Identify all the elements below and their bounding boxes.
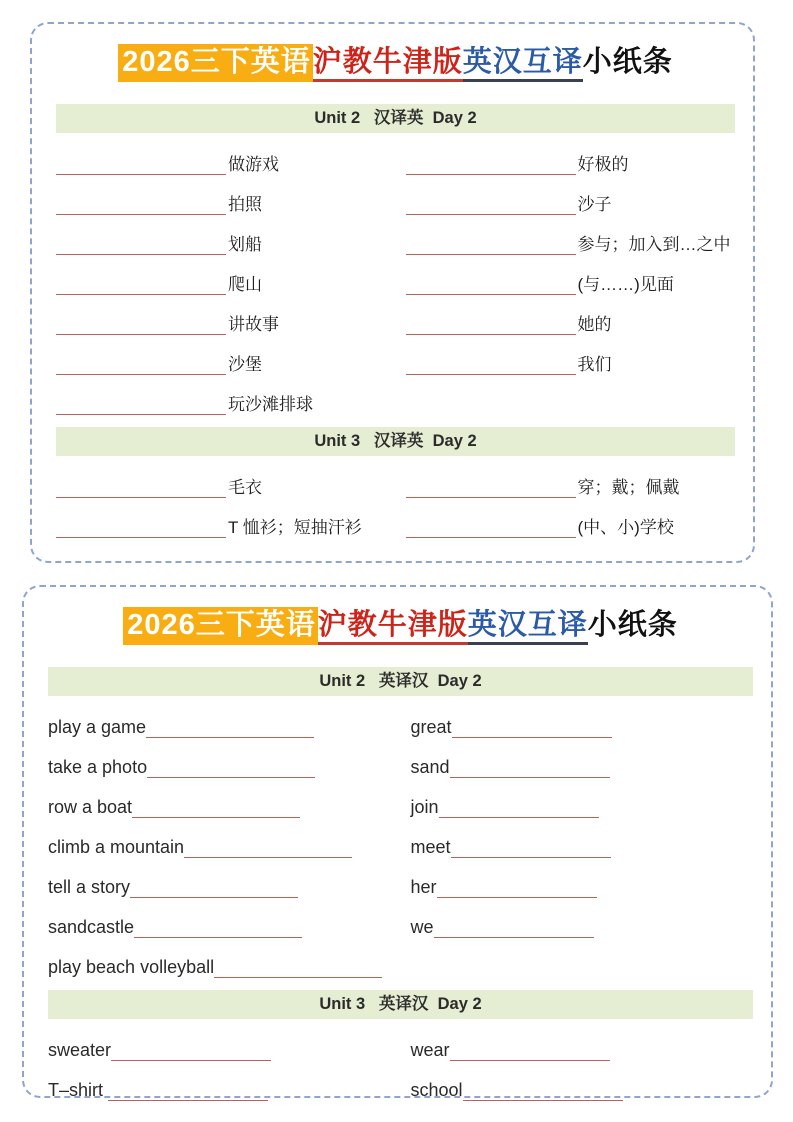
term-label: great	[410, 717, 452, 737]
word-row	[48, 698, 401, 738]
answer-blank	[450, 757, 610, 778]
section-header-unit3-zh: Unit 3 汉译英 Day 2	[56, 427, 735, 456]
term-label: wear	[410, 1040, 450, 1060]
term-label: take a photo	[48, 757, 148, 777]
term-label: play beach volleyball	[48, 957, 215, 977]
word-row	[56, 215, 396, 255]
word-row	[48, 1061, 401, 1101]
answer-blank	[56, 394, 226, 415]
term-label: climb a mountain	[48, 837, 185, 857]
answer-blank	[56, 517, 226, 538]
word-column-left	[56, 135, 396, 415]
term-label: row a boat	[48, 797, 133, 817]
word-column-right	[401, 1021, 754, 1101]
term-label: 沙子	[577, 195, 612, 214]
term-label: sweater	[48, 1040, 112, 1060]
answer-blank	[406, 194, 576, 215]
answer-blank	[56, 274, 226, 295]
word-row	[406, 335, 736, 375]
word-row	[56, 255, 396, 295]
word-column-right	[396, 135, 736, 415]
term-label: 讲故事	[228, 315, 279, 334]
section-header-unit2-en: Unit 2 英译汉 Day 2	[48, 667, 753, 696]
answer-blank	[56, 194, 226, 215]
term-label: 穿；戴；佩戴	[577, 478, 680, 497]
word-row	[56, 335, 396, 375]
word-row	[411, 818, 754, 858]
answer-blank	[134, 917, 302, 938]
worksheet-card-en-to-zh	[22, 585, 773, 1098]
answer-blank	[452, 717, 612, 738]
worksheet-card-zh-to-en	[30, 22, 755, 563]
term-label: (与……)见面	[577, 275, 674, 294]
answer-blank	[406, 517, 576, 538]
title-press: 沪教牛津版	[318, 609, 468, 645]
answer-blank	[406, 154, 576, 175]
answer-blank	[463, 1080, 623, 1101]
word-row	[411, 898, 754, 938]
word-row	[48, 898, 401, 938]
word-row	[411, 1061, 754, 1101]
term-label: sand	[410, 757, 450, 777]
word-row	[48, 818, 401, 858]
title-translate: 英汉互译	[463, 46, 583, 82]
word-row	[411, 1021, 754, 1061]
term-label: 爬山	[228, 275, 262, 294]
word-row	[56, 375, 396, 415]
worksheet-title	[56, 40, 735, 84]
word-grid	[48, 698, 753, 978]
term-label: 参与；加入到…之中	[577, 235, 731, 254]
term-label: her	[410, 877, 437, 897]
section-header-unit2-zh: Unit 2 汉译英 Day 2	[56, 104, 735, 133]
term-label: 划船	[228, 235, 262, 254]
term-label: 做游戏	[228, 155, 279, 174]
worksheet-title	[48, 603, 753, 647]
answer-blank	[437, 877, 597, 898]
term-label: meet	[410, 837, 451, 857]
title-press: 沪教牛津版	[313, 46, 463, 82]
term-label: join	[410, 797, 439, 817]
title-highlight: 2026三下英语	[118, 44, 313, 82]
answer-blank	[130, 877, 298, 898]
word-grid	[56, 458, 735, 538]
answer-blank	[56, 314, 226, 335]
answer-blank	[451, 837, 611, 858]
answer-blank	[214, 957, 382, 978]
word-row	[411, 778, 754, 818]
word-grid	[48, 1021, 753, 1101]
word-row	[406, 255, 736, 295]
term-label: 沙堡	[228, 355, 262, 374]
word-row	[411, 738, 754, 778]
term-label: 玩沙滩排球	[228, 395, 313, 414]
title-suffix: 小纸条	[582, 46, 673, 78]
term-label: 拍照	[228, 195, 262, 214]
term-label: sandcastle	[48, 917, 135, 937]
answer-blank	[450, 1040, 610, 1061]
answer-blank	[184, 837, 352, 858]
word-row	[406, 215, 736, 255]
term-label: 好极的	[577, 155, 629, 174]
word-row	[48, 858, 401, 898]
word-row	[48, 1021, 401, 1061]
word-row	[406, 175, 736, 215]
answer-blank	[406, 314, 576, 335]
word-row	[48, 778, 401, 818]
term-label: we	[410, 917, 434, 937]
answer-blank	[108, 1080, 268, 1101]
word-column-left	[56, 458, 396, 538]
term-label: 我们	[577, 355, 612, 374]
answer-blank	[132, 797, 300, 818]
answer-blank	[111, 1040, 271, 1061]
word-row	[406, 135, 736, 175]
answer-blank	[434, 917, 594, 938]
term-label: (中、小)学校	[577, 518, 674, 537]
term-label: T–shirt	[48, 1080, 109, 1100]
title-suffix: 小纸条	[587, 609, 678, 641]
answer-blank	[406, 234, 576, 255]
word-row	[56, 295, 396, 335]
term-label: school	[410, 1080, 463, 1100]
word-column-right	[396, 458, 736, 538]
term-label: play a game	[48, 717, 147, 737]
answer-blank	[439, 797, 599, 818]
word-row	[406, 295, 736, 335]
answer-blank	[56, 154, 226, 175]
word-row	[406, 458, 736, 498]
answer-blank	[406, 274, 576, 295]
answer-blank	[406, 477, 576, 498]
word-column-right	[401, 698, 754, 978]
word-row	[56, 458, 396, 498]
answer-blank	[56, 354, 226, 375]
word-row	[56, 175, 396, 215]
answer-blank	[147, 757, 315, 778]
answer-blank	[146, 717, 314, 738]
title-translate: 英汉互译	[468, 609, 588, 645]
word-row	[56, 498, 396, 538]
term-label: T 恤衫；短抽汗衫	[228, 518, 362, 537]
word-row	[411, 858, 754, 898]
word-row	[48, 738, 401, 778]
word-row	[411, 698, 754, 738]
term-label: 她的	[577, 315, 612, 334]
answer-blank	[56, 234, 226, 255]
section-header-unit3-en: Unit 3 英译汉 Day 2	[48, 990, 753, 1019]
answer-blank	[56, 477, 226, 498]
word-row	[406, 498, 736, 538]
answer-blank	[406, 354, 576, 375]
term-label: 毛衣	[228, 478, 262, 497]
word-grid	[56, 135, 735, 415]
title-highlight: 2026三下英语	[123, 607, 318, 645]
word-row	[56, 135, 396, 175]
term-label: tell a story	[48, 877, 131, 897]
word-column-left	[48, 698, 401, 978]
word-row	[48, 938, 401, 978]
word-column-left	[48, 1021, 401, 1101]
